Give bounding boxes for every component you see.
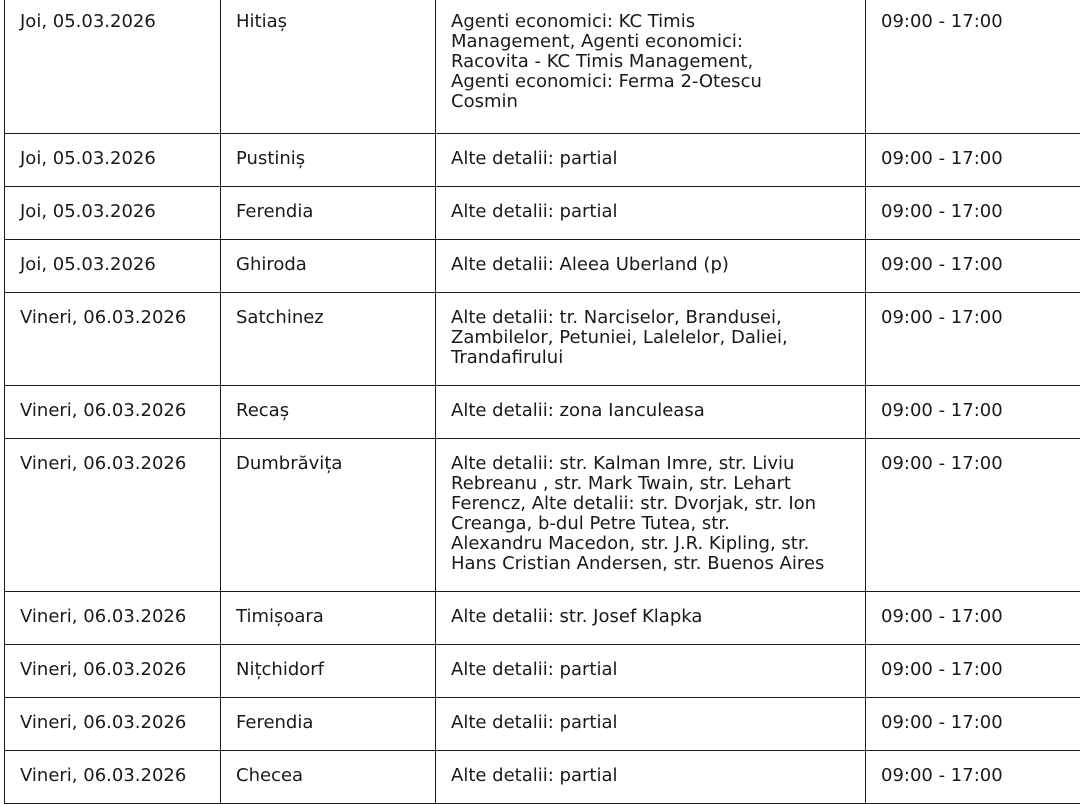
details-line: Alte detalii: str. Kalman Imre, str. Liviu xyxy=(451,454,851,474)
locality-cell: Nițchidorf xyxy=(221,645,436,698)
table-body xyxy=(5,0,1080,804)
table-row xyxy=(5,240,1080,293)
details-line: Cosmin xyxy=(451,92,851,112)
date-cell: Vineri, 06.03.2026 xyxy=(5,751,221,804)
table-row xyxy=(5,751,1080,804)
details-cell xyxy=(436,698,866,751)
outage-schedule-table xyxy=(4,0,1080,804)
locality-cell: Pustiniș xyxy=(221,134,436,187)
table-row xyxy=(5,134,1080,187)
date-cell: Vineri, 06.03.2026 xyxy=(5,592,221,645)
details-line: Zambilelor, Petuniei, Lalelelor, Daliei, xyxy=(451,328,851,348)
date-cell: Vineri, 06.03.2026 xyxy=(5,698,221,751)
time-interval-cell: 09:00 - 17:00 xyxy=(866,386,1080,439)
locality-cell: Hitiaș xyxy=(221,0,436,134)
details-line: Alte detalii: Aleea Uberland (p) xyxy=(451,255,851,275)
table-row xyxy=(5,439,1080,592)
locality-cell: Checea xyxy=(221,751,436,804)
details-cell xyxy=(436,592,866,645)
date-cell: Joi, 05.03.2026 xyxy=(5,0,221,134)
locality-cell: Timișoara xyxy=(221,592,436,645)
time-interval-cell: 09:00 - 17:00 xyxy=(866,134,1080,187)
details-line: Hans Cristian Andersen, str. Buenos Aires xyxy=(451,554,851,574)
details-line: Alte detalii: zona Ianculeasa xyxy=(451,401,851,421)
details-line: Racovita - KC Timis Management, xyxy=(451,52,851,72)
details-cell xyxy=(436,293,866,386)
details-line: Alte detalii: partial xyxy=(451,660,851,680)
details-line: Agenti economici: KC Timis xyxy=(451,12,851,32)
details-cell xyxy=(436,240,866,293)
locality-cell: Ferendia xyxy=(221,187,436,240)
table-row xyxy=(5,386,1080,439)
time-interval-cell: 09:00 - 17:00 xyxy=(866,592,1080,645)
table-row xyxy=(5,187,1080,240)
date-cell: Vineri, 06.03.2026 xyxy=(5,293,221,386)
table-row xyxy=(5,592,1080,645)
details-cell xyxy=(436,386,866,439)
details-cell xyxy=(436,645,866,698)
details-cell xyxy=(436,134,866,187)
time-interval-cell: 09:00 - 17:00 xyxy=(866,751,1080,804)
details-line: Alte detalii: partial xyxy=(451,202,851,222)
details-line: Alte detalii: partial xyxy=(451,713,851,733)
date-cell: Joi, 05.03.2026 xyxy=(5,134,221,187)
time-interval-cell: 09:00 - 17:00 xyxy=(866,439,1080,592)
details-line: Alexandru Macedon, str. J.R. Kipling, str. xyxy=(451,534,851,554)
details-line: Alte detalii: partial xyxy=(451,149,851,169)
table-row xyxy=(5,645,1080,698)
details-line: Alte detalii: partial xyxy=(451,766,851,786)
details-line: Agenti economici: Ferma 2-Otescu xyxy=(451,72,851,92)
date-cell: Joi, 05.03.2026 xyxy=(5,240,221,293)
locality-cell: Dumbrăvița xyxy=(221,439,436,592)
locality-cell: Satchinez xyxy=(221,293,436,386)
date-cell: Vineri, 06.03.2026 xyxy=(5,439,221,592)
details-line: Alte detalii: tr. Narciselor, Brandusei, xyxy=(451,308,851,328)
details-line: Alte detalii: str. Josef Klapka xyxy=(451,607,851,627)
time-interval-cell: 09:00 - 17:00 xyxy=(866,240,1080,293)
details-cell xyxy=(436,187,866,240)
time-interval-cell: 09:00 - 17:00 xyxy=(866,0,1080,134)
details-line: Trandafirului xyxy=(451,348,851,368)
details-line: Rebreanu , str. Mark Twain, str. Lehart xyxy=(451,474,851,494)
details-line: Creanga, b-dul Petre Tutea, str. xyxy=(451,514,851,534)
table-row xyxy=(5,0,1080,134)
details-cell xyxy=(436,0,866,134)
date-cell: Vineri, 06.03.2026 xyxy=(5,386,221,439)
table-row xyxy=(5,293,1080,386)
table-row xyxy=(5,698,1080,751)
details-line: Ferencz, Alte detalii: str. Dvorjak, str. Ion xyxy=(451,494,851,514)
details-line: Management, Agenti economici: xyxy=(451,32,851,52)
locality-cell: Ferendia xyxy=(221,698,436,751)
time-interval-cell: 09:00 - 17:00 xyxy=(866,698,1080,751)
details-cell xyxy=(436,751,866,804)
locality-cell: Recaș xyxy=(221,386,436,439)
date-cell: Vineri, 06.03.2026 xyxy=(5,645,221,698)
time-interval-cell: 09:00 - 17:00 xyxy=(866,645,1080,698)
time-interval-cell: 09:00 - 17:00 xyxy=(866,293,1080,386)
time-interval-cell: 09:00 - 17:00 xyxy=(866,187,1080,240)
details-cell xyxy=(436,439,866,592)
locality-cell: Ghiroda xyxy=(221,240,436,293)
date-cell: Joi, 05.03.2026 xyxy=(5,187,221,240)
